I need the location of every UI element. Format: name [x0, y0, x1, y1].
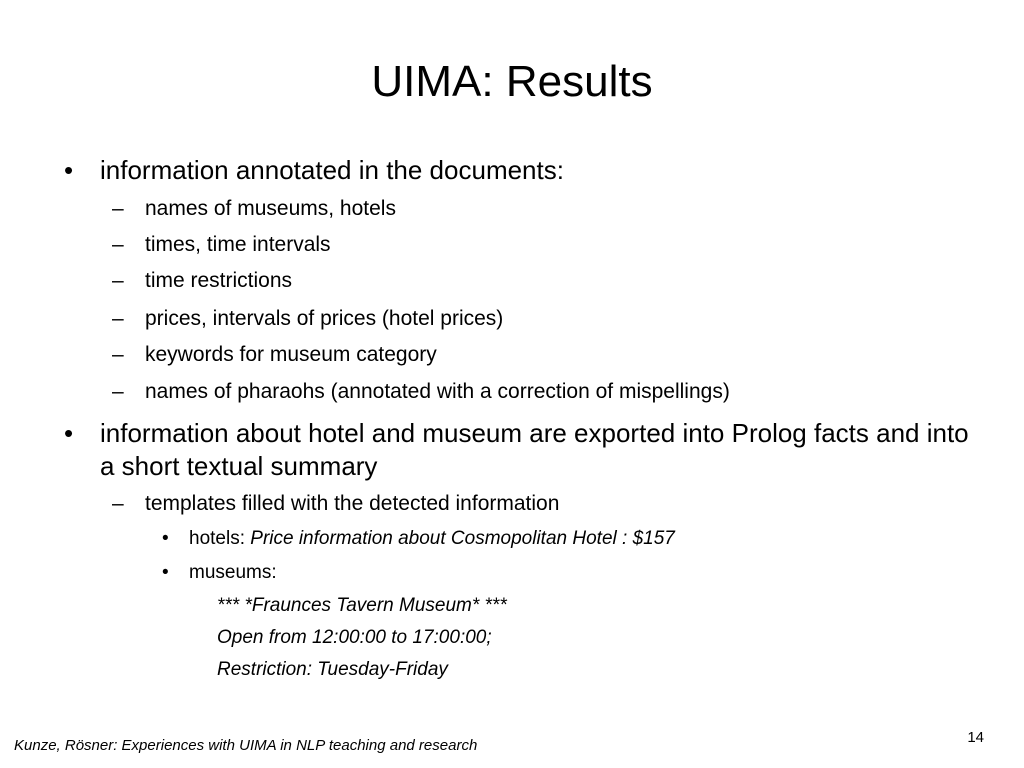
hotels-value: Price information about Cosmopolitan Hotel : $157 [250, 528, 675, 549]
bullet-marker: • [162, 528, 169, 549]
hotels-label: hotels: [189, 528, 251, 549]
bullet-text: information about hotel and museum are exported into Prolog facts and into a short textual summary [100, 418, 969, 481]
slide-title: UIMA: Results [371, 57, 653, 106]
dash-marker: – [112, 380, 124, 403]
bullet-text: information annotated in the documents: [100, 155, 564, 185]
subitem-text: templates filled with the detected information [145, 492, 560, 515]
dash-marker: – [112, 307, 124, 330]
dash-marker: – [112, 492, 124, 515]
dash-marker: – [112, 233, 124, 256]
bullet-marker: • [64, 418, 74, 448]
dash-marker: – [112, 343, 124, 366]
sub-subitem-text [189, 527, 675, 551]
footer-citation: Kunze, Rösner: Experiences with UIMA in NLP teaching and research [14, 737, 478, 754]
museum-line-restriction: Restriction: Tuesday-Friday [217, 659, 448, 680]
dash-marker: – [112, 197, 124, 220]
page-number: 14 [967, 729, 984, 746]
subitem-text: keywords for museum category [145, 343, 437, 366]
dash-marker: – [112, 269, 124, 292]
subitem-text: prices, intervals of prices (hotel prices) [145, 307, 504, 330]
subitem-text: names of museums, hotels [145, 197, 396, 220]
bullet-marker: • [64, 155, 74, 185]
museums-label: museums: [189, 562, 277, 583]
museum-line-name: *** *Fraunces Tavern Museum* *** [217, 595, 507, 616]
subitem-text: times, time intervals [145, 233, 331, 256]
bullet-marker: • [162, 562, 169, 583]
subitem-text: time restrictions [145, 269, 293, 292]
museum-line-hours: Open from 12:00:00 to 17:00:00; [217, 627, 492, 648]
subitem-text: names of pharaohs (annotated with a correction of mispellings) [145, 380, 730, 403]
